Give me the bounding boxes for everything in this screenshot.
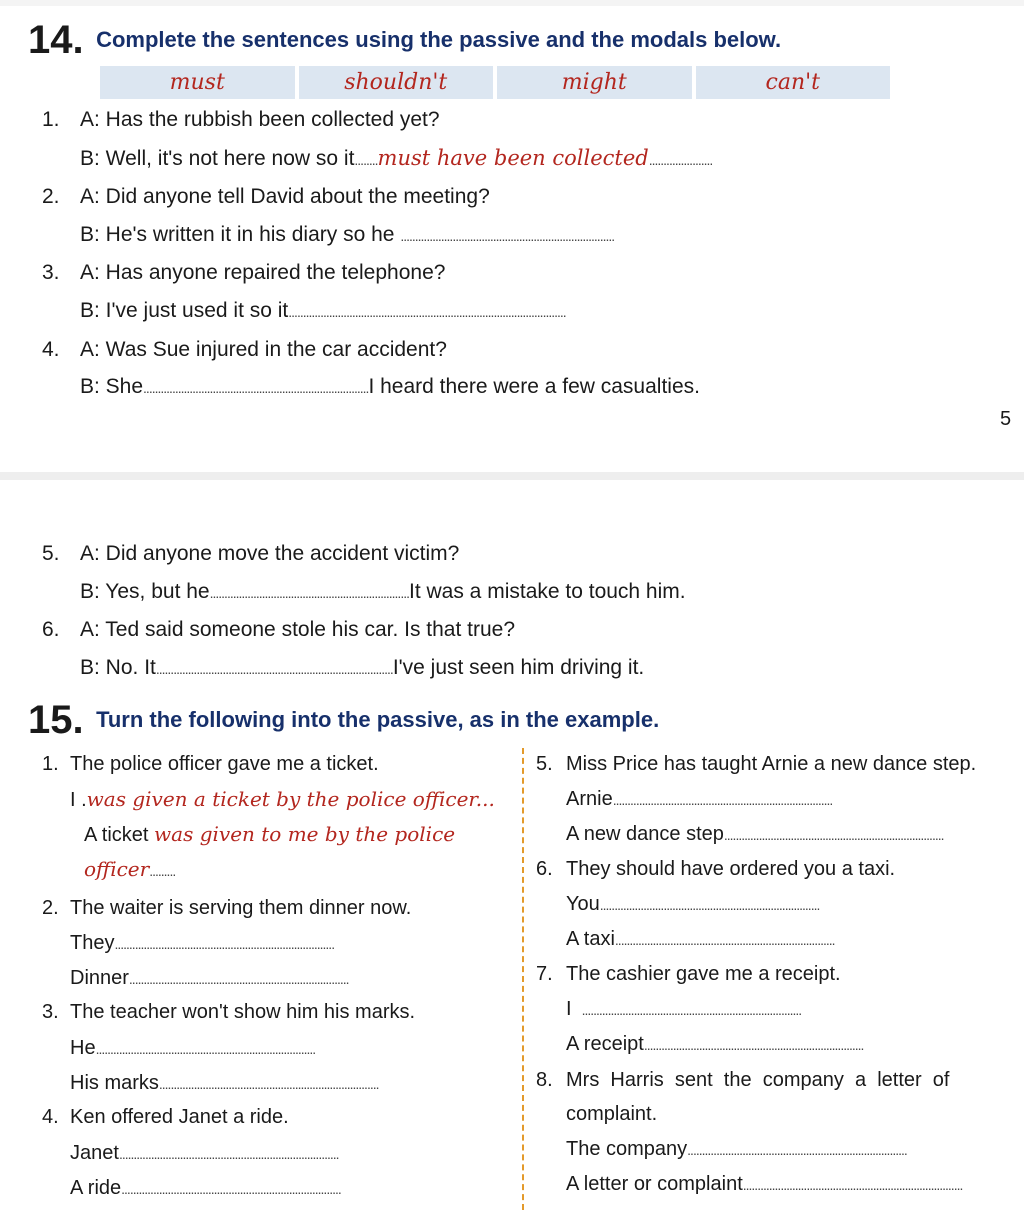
exercise-15-number: 15. [28, 698, 84, 742]
answer-line [80, 145, 712, 173]
blank-dots: ......... [149, 863, 176, 879]
word-bank-cell: can't [696, 66, 891, 99]
blank-dots: ............................................................................ [118, 1146, 339, 1162]
blank-dots: ............................................................................ [687, 1142, 907, 1158]
answer-prefix: They [70, 932, 115, 954]
answer-prefix: Arnie [566, 788, 613, 810]
item-number: 7. [536, 963, 553, 985]
answer-line [70, 965, 510, 992]
sentence: The cashier gave me a receipt. [566, 963, 841, 985]
word-bank [100, 66, 890, 99]
answer-line [84, 856, 175, 884]
blank-dots: ............................................................................ [121, 1181, 341, 1197]
answer-prefix: A receipt [566, 1033, 644, 1055]
answer-prefix: He [70, 1037, 96, 1059]
exercise-15-header [28, 700, 659, 740]
answer-line [566, 996, 1018, 1023]
question-a: A: Ted said someone stole his car. Is that true? [80, 618, 516, 641]
sentence: They should have ordered you a taxi. [566, 858, 896, 880]
sentence: Mrs Harris sent the company a letter of [566, 1069, 950, 1091]
question-b: B: I've just used it so it [80, 299, 289, 322]
item-number: 2. [42, 897, 59, 919]
item-number: 3. [42, 1001, 59, 1023]
answer-prefix: Dinner [70, 967, 129, 989]
item-number: 4. [42, 338, 60, 361]
answer-prefix: You [566, 893, 600, 915]
item-number: 1. [42, 753, 59, 775]
blank-dots: ............................................................................ [612, 792, 833, 808]
sentence-continuation: complaint. [566, 1103, 658, 1125]
question-a: A: Was Sue injured in the car accident? [80, 338, 447, 361]
question-b-tail: I heard there were a few casualties. [368, 375, 700, 398]
answer-line [566, 926, 1018, 953]
blank-dots: ..................................................................... [209, 585, 409, 601]
blank-dots: ............................................................................ [95, 1041, 316, 1057]
item-number: 1. [42, 108, 60, 131]
answer-line [84, 821, 455, 848]
item-number: 5. [42, 542, 60, 565]
word-bank-cell: shouldn't [299, 66, 494, 99]
blank-dots: ............................................................................ [742, 1177, 963, 1193]
blank-dots: .................................................................................. [155, 661, 393, 677]
handwritten-answer: was given to me by the police [154, 822, 456, 846]
list-item [536, 856, 895, 882]
answer-prefix: The company [566, 1138, 688, 1160]
question-b: B: Yes, but he [80, 580, 210, 603]
question-a: A: Did anyone move the accident victim? [80, 542, 460, 565]
answer-line [566, 891, 1018, 918]
blank-dots: ............................................................................ [114, 936, 335, 952]
answer-line [80, 579, 686, 606]
item-number: 8. [536, 1069, 553, 1091]
question-b-tail: It was a mistake to touch him. [409, 580, 686, 603]
list-item [42, 1104, 289, 1130]
question-a: A: Has the rubbish been collected yet? [80, 108, 440, 131]
question-b-tail: I've just seen him driving it. [392, 656, 645, 679]
answer-line [70, 786, 495, 813]
sentence: The waiter is serving them dinner now. [70, 897, 412, 919]
answer-line [70, 930, 510, 957]
item-number: 3. [42, 261, 60, 284]
question-a: A: Has anyone repaired the telephone? [80, 261, 446, 284]
question-b: B: No. It [80, 656, 156, 679]
answer-prefix: A ride [70, 1177, 122, 1199]
handwritten-answer: officer [84, 857, 150, 881]
list-item [42, 895, 411, 921]
blank-dots: ............................................................................ [643, 1037, 864, 1053]
answer-line [80, 222, 614, 249]
blank-dots: ............................................................................ [581, 1002, 802, 1018]
answer-line [70, 1070, 510, 1097]
sentence: The police officer gave me a ticket. [70, 753, 379, 775]
item-number: 6. [42, 618, 60, 641]
blank-dots: ............................................................................ [599, 897, 820, 913]
list-item [42, 337, 447, 363]
answer-line [70, 1175, 500, 1202]
answer-line [70, 1035, 510, 1062]
list-item [42, 617, 515, 643]
exercise-14-number: 14. [28, 18, 84, 62]
answer-line [80, 655, 644, 682]
answer-prefix: I [566, 998, 572, 1020]
top-strip [0, 0, 1024, 6]
answer-line [80, 298, 566, 325]
blank-dots: .............................................................................. [143, 380, 369, 396]
answer-line [566, 1031, 1018, 1058]
question-b: B: He's written it in his diary so he [80, 223, 401, 246]
blank-dots: ................................................................................................ [288, 304, 566, 320]
answer-prefix: A new dance step [566, 823, 724, 845]
answer-prefix: Janet [70, 1142, 119, 1164]
blank-dots: .......................................................................... [400, 228, 615, 244]
answer-line [566, 1171, 1018, 1198]
item-number: 4. [42, 1106, 59, 1128]
list-item [536, 961, 841, 987]
word-bank-cell: must [100, 66, 295, 99]
sentence: Miss Price has taught Arnie a new dance step. [566, 753, 977, 775]
column-divider [522, 748, 524, 1210]
answer-prefix: I . [70, 789, 87, 811]
exercise-14-header [28, 20, 781, 60]
item-number: 5. [536, 753, 553, 775]
blank-dots: ........ [354, 152, 378, 168]
handwritten-answer: was given a ticket by the police officer... [86, 787, 495, 811]
exercise-15-title: Turn the following into the passive, as in the example. [96, 707, 660, 732]
handwritten-answer: must have been collected [377, 146, 649, 170]
answer-line [566, 786, 1018, 813]
page-break [0, 472, 1024, 480]
list-item [42, 107, 440, 133]
sentence: The teacher won't show him his marks. [70, 1001, 416, 1023]
answer-prefix: His marks [70, 1072, 159, 1094]
blank-dots: ............................................................................ [614, 932, 835, 948]
list-item [536, 1067, 949, 1093]
answer-prefix: A ticket [84, 824, 155, 846]
word-bank-cell: might [497, 66, 692, 99]
answer-line [80, 374, 700, 401]
list-item [42, 541, 459, 567]
list-item [536, 751, 976, 777]
blank-dots: ............................................................................ [723, 827, 944, 843]
page-number: 5 [1000, 408, 1012, 430]
item-number: 6. [536, 858, 553, 880]
answer-prefix: A taxi [566, 928, 615, 950]
blank-dots: ...................... [648, 152, 713, 168]
blank-dots: ............................................................................ [128, 971, 349, 987]
list-item [42, 999, 415, 1025]
answer-line [566, 821, 1018, 848]
list-item [42, 184, 490, 210]
blank-dots: ............................................................................ [158, 1076, 379, 1092]
answer-prefix: A letter or complaint [566, 1173, 743, 1195]
answer-line [566, 1136, 1018, 1163]
question-b: B: Well, it's not here now so it [80, 147, 355, 170]
list-item [42, 751, 379, 777]
answer-line [70, 1140, 500, 1167]
sentence: Ken offered Janet a ride. [70, 1106, 289, 1128]
exercise-14-title: Complete the sentences using the passive and the modals below. [96, 27, 782, 52]
question-b: B: She [80, 375, 144, 398]
list-item [42, 260, 445, 286]
question-a: A: Did anyone tell David about the meeting? [80, 185, 490, 208]
item-number: 2. [42, 185, 60, 208]
